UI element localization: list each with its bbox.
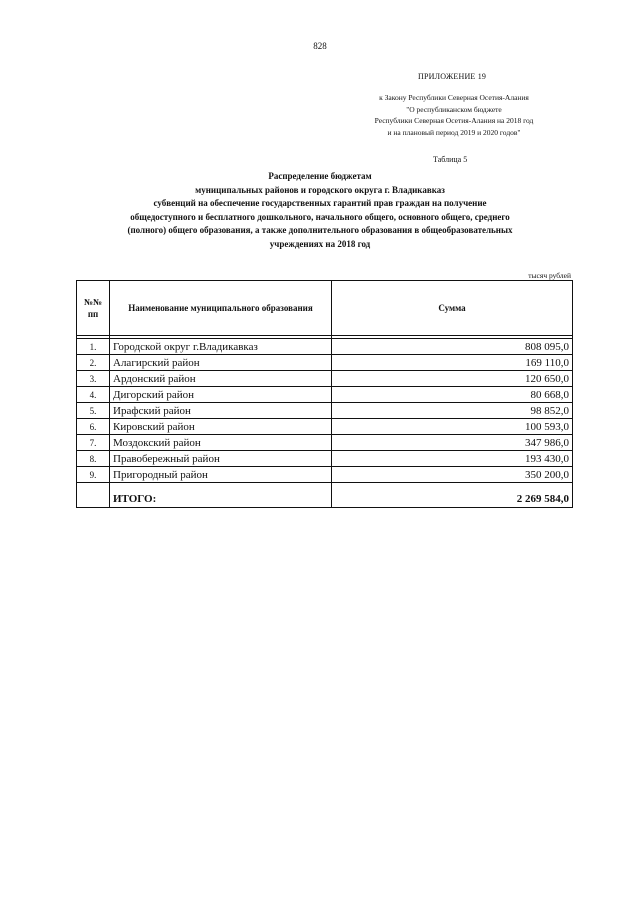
header-sum: Сумма bbox=[332, 281, 573, 336]
table-row bbox=[77, 451, 573, 467]
row-number: 5. bbox=[77, 403, 110, 419]
appendix-title: ПРИЛОЖЕНИЕ 19 bbox=[418, 72, 487, 81]
table-row bbox=[77, 387, 573, 403]
header-name: Наименование муниципального образования bbox=[110, 281, 332, 336]
table-label: Таблица 5 bbox=[433, 155, 468, 164]
row-sum: 100 593,0 bbox=[332, 419, 573, 435]
table-row bbox=[77, 339, 573, 355]
appendix-reference bbox=[340, 92, 568, 138]
row-sum: 120 650,0 bbox=[332, 371, 573, 387]
row-name: Кировский район bbox=[110, 419, 332, 435]
row-number: 2. bbox=[77, 355, 110, 371]
row-name: Моздокский район bbox=[110, 435, 332, 451]
row-number: 3. bbox=[77, 371, 110, 387]
row-name: Алагирский район bbox=[110, 355, 332, 371]
document-title bbox=[60, 170, 580, 251]
row-name: Правобережный район bbox=[110, 451, 332, 467]
title-line: субвенций на обеспечение государственных гарантий прав граждан на получение bbox=[153, 198, 487, 208]
appendix-ref-line: Республики Северная Осетия-Алания на 2018 год bbox=[374, 116, 534, 125]
table-row bbox=[77, 403, 573, 419]
appendix-ref-line: "О республиканском бюджете bbox=[406, 104, 502, 114]
appendix-ref-line: и на плановый период 2019 и 2020 годов" bbox=[387, 127, 521, 137]
row-number: 8. bbox=[77, 451, 110, 467]
table-row bbox=[77, 467, 573, 483]
table-row bbox=[77, 419, 573, 435]
title-line: общедоступного и бесплатного дошкольного, начального общего, основного общего, среднего bbox=[130, 211, 510, 222]
row-sum: 169 110,0 bbox=[332, 355, 573, 371]
row-number: 9. bbox=[77, 467, 110, 483]
table-header-row bbox=[77, 281, 573, 336]
header-num: №№ пп bbox=[77, 281, 110, 336]
row-name: Городской округ г.Владикавказ bbox=[110, 339, 332, 355]
budget-table bbox=[76, 280, 573, 508]
row-sum: 347 986,0 bbox=[332, 435, 573, 451]
total-label: ИТОГО: bbox=[110, 483, 332, 508]
row-sum: 98 852,0 bbox=[332, 403, 573, 419]
table-row bbox=[77, 435, 573, 451]
total-sum: 2 269 584,0 bbox=[332, 483, 573, 508]
row-name: Ардонский район bbox=[110, 371, 332, 387]
row-sum: 193 430,0 bbox=[332, 451, 573, 467]
row-sum: 808 095,0 bbox=[332, 339, 573, 355]
total-num-cell bbox=[77, 483, 110, 508]
row-name: Пригородный район bbox=[110, 467, 332, 483]
title-line: муниципальных районов и городского округа г. Владикавказ bbox=[195, 184, 445, 195]
row-number: 6. bbox=[77, 419, 110, 435]
units-label: тысяч рублей bbox=[528, 271, 571, 280]
row-number: 1. bbox=[77, 339, 110, 355]
title-line: Распределение бюджетам bbox=[268, 171, 372, 181]
row-number: 7. bbox=[77, 435, 110, 451]
table-row bbox=[77, 355, 573, 371]
row-name: Дигорский район bbox=[110, 387, 332, 403]
row-sum: 80 668,0 bbox=[332, 387, 573, 403]
title-line: (полного) общего образования, а также дополнительного образования в общеобразовательных bbox=[127, 225, 513, 235]
row-sum: 350 200,0 bbox=[332, 467, 573, 483]
total-row bbox=[77, 483, 573, 508]
row-name: Ирафский район bbox=[110, 403, 332, 419]
table-row bbox=[77, 371, 573, 387]
title-line: учреждениях на 2018 год bbox=[269, 238, 371, 249]
row-number: 4. bbox=[77, 387, 110, 403]
appendix-ref-line: к Закону Республики Северная Осетия-Алания bbox=[379, 93, 529, 102]
page-number: 828 bbox=[313, 41, 327, 51]
